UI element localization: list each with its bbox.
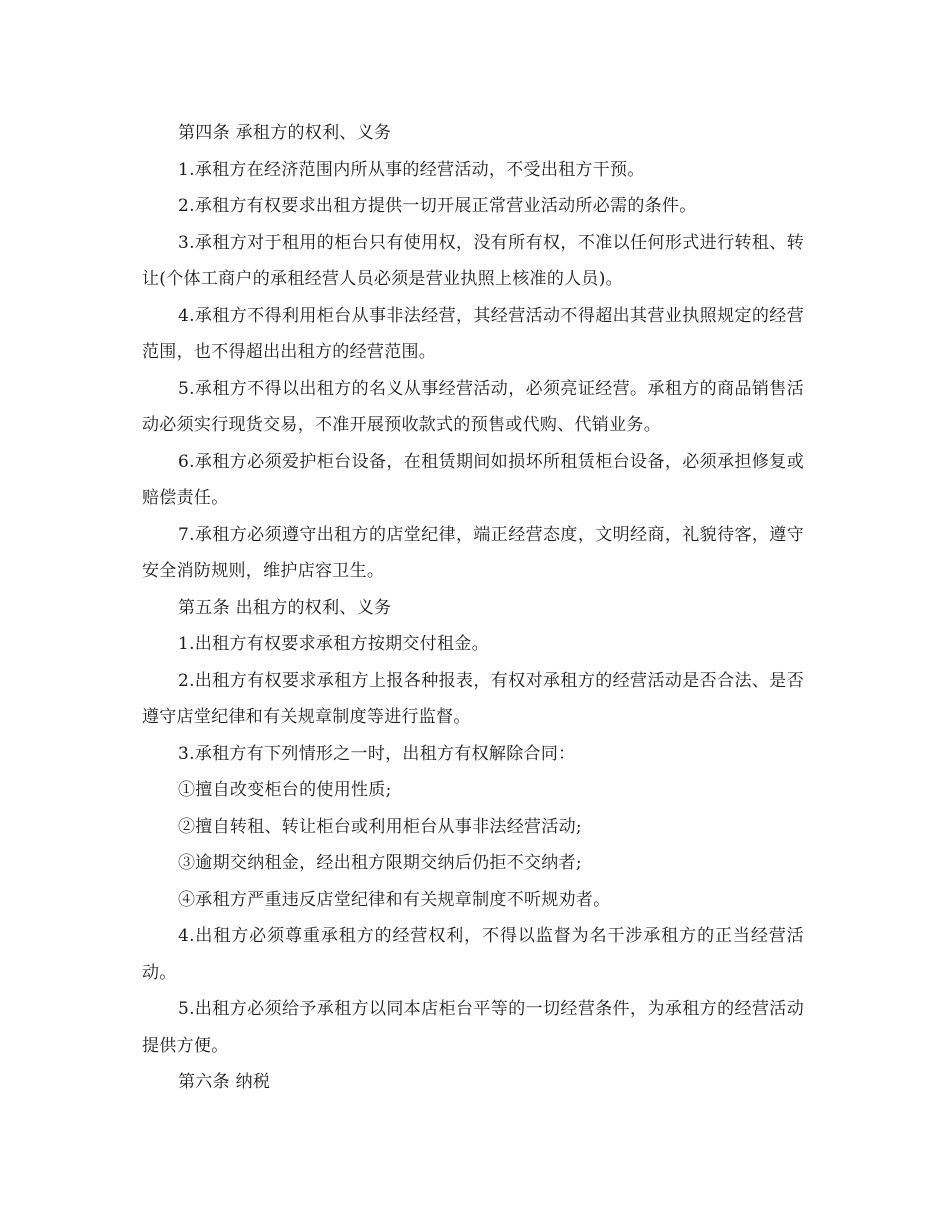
paragraph: 3.承租方有下列情形之一时，出租方有权解除合同： [178, 743, 576, 764]
paragraph: 5.出租方必须给予承租方以同本店柜台平等的一切经营条件，为承租方的经营活动提供方便。 [142, 999, 804, 1056]
section-heading-article-4: 第四条 承租方的权利、义务 [178, 123, 392, 143]
document-body [142, 115, 804, 1101]
paragraph: 4.出租方必须尊重承租方的经营权利，不得以监督为名干涉承租方的正当经营活动。 [142, 926, 804, 983]
section-heading-article-5: 第五条 出租方的权利、义务 [178, 597, 392, 618]
paragraph: 3.承租方对于租用的柜台只有使用权，没有所有权，不准以任何形式进行转租、转让(个体工商户的承租经营人员必须是营业执照上核准的人员)。 [142, 232, 804, 289]
section-heading-article-6: 第六条 纳税 [178, 1072, 271, 1092]
paragraph: 7.承租方必须遵守出租方的店堂纪律，端正经营态度，文明经商，礼貌待客，遵守安全消防规则，维护店容卫生。 [142, 524, 804, 581]
paragraph: 4.承租方不得利用柜台从事非法经营，其经营活动不得超出其营业执照规定的经营范围，也不得超出出租方的经营范围。 [142, 305, 804, 362]
list-item: ④承租方严重违反店堂纪律和有关规章制度不听规劝者。 [178, 889, 611, 910]
paragraph: 5.承租方不得以出租方的名义从事经营活动，必须亮证经营。承租方的商品销售活动必须实行现货交易，不准开展预收款式的预售或代购、代销业务。 [142, 378, 804, 435]
paragraph: 2.承租方有权要求出租方提供一切开展正常营业活动所必需的条件。 [178, 196, 697, 216]
list-item: ①擅自改变柜台的使用性质; [178, 780, 392, 800]
paragraph: 6.承租方必须爱护柜台设备，在租赁期间如损坏所租赁柜台设备，必须承担修复或赔偿责任。 [142, 451, 804, 508]
paragraph: 1.承租方在经济范围内所从事的经营活动，不受出租方干预。 [178, 159, 645, 180]
paragraph: 2.出租方有权要求承租方上报各种报表，有权对承租方的经营活动是否合法、是否遵守店堂纪律和有关规章制度等进行监督。 [142, 670, 804, 727]
list-item: ②擅自转租、转让柜台或利用柜台从事非法经营活动; [178, 816, 582, 837]
list-item: ③逾期交纳租金，经出租方限期交纳后仍拒不交纳者; [178, 853, 582, 873]
paragraph: 1.出租方有权要求承租方按期交付租金。 [178, 634, 489, 654]
